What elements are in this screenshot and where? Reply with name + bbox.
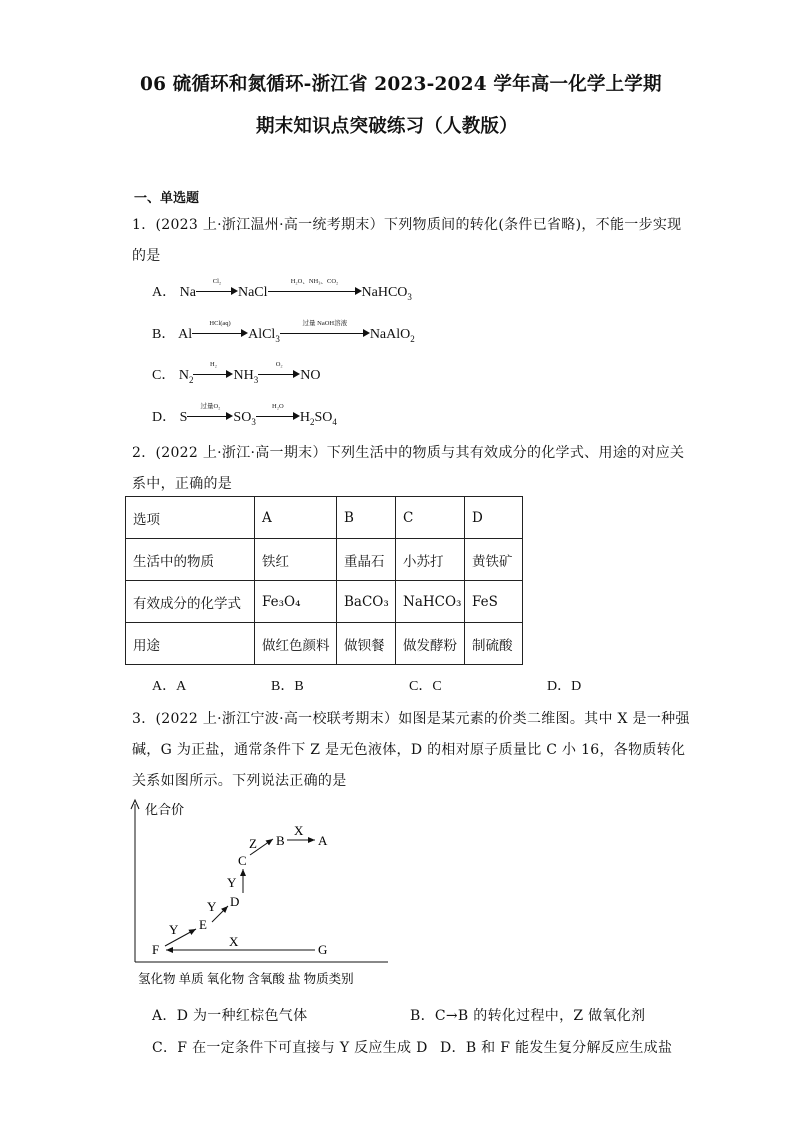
x-axis-label: 氢化物 单质 氧化物 含氧酸 盐 物质类别 bbox=[138, 972, 354, 986]
q2-stem-line-1: 2．(2022 上·浙江·高一期末）下列生活中的物质与其有效成分的化学式、用途的对应关 bbox=[132, 445, 685, 461]
q3-option-c[interactable]: C．F 在一定条件下可直接与 Y 反应生成 D bbox=[152, 1040, 428, 1056]
table-row: 用途 做红色颜料 做钡餐 做发酵粉 制硫酸 bbox=[126, 623, 523, 665]
q2-answer-d[interactable]: D．D bbox=[547, 679, 582, 694]
svg-text:X: X bbox=[229, 934, 239, 949]
q1-stem-line-1: 1．(2023 上·浙江温州·高一统考期末）下列物质间的转化(条件已省略)，不能一步实现 bbox=[132, 217, 682, 233]
q3-option-d[interactable]: D．B 和 F 能发生复分解反应生成盐 bbox=[440, 1040, 673, 1056]
node-c: C bbox=[238, 853, 247, 868]
svg-text:Y: Y bbox=[227, 875, 237, 890]
svg-text:Y: Y bbox=[169, 922, 179, 937]
reaction-arrow: H₂ bbox=[193, 367, 233, 379]
node-g: G bbox=[318, 942, 328, 957]
q3-stem-line-3: 关系如图所示。下列说法正确的是 bbox=[132, 773, 347, 789]
q1-stem-line-2: 的是 bbox=[132, 248, 161, 264]
table-row: 有效成分的化学式 Fe₃O₄ BaCO₃ NaHCO₃ FeS bbox=[126, 581, 523, 623]
node-b: B bbox=[276, 833, 285, 848]
q3-stem-line-1: 3．(2022 上·浙江宁波·高一校联考期末）如图是某元素的价类二维图。其中 X 是一种强 bbox=[132, 711, 690, 727]
reaction-arrow: HCl(aq) bbox=[192, 326, 248, 338]
section-heading: 一、单选题 bbox=[134, 191, 200, 206]
q1-option-c[interactable]: C． $N_2$ H₂ $NH_3$ O₂ NO bbox=[152, 361, 321, 385]
q1-option-d[interactable]: D． S 过量O₂ $SO_3$ H₂O $H_2SO_4$ bbox=[152, 403, 337, 427]
q2-answer-b[interactable]: B．B bbox=[271, 679, 304, 694]
table-row: 生活中的物质 铁红 重晶石 小苏打 黄铁矿 bbox=[126, 539, 523, 581]
title-line-1: 06 硫循环和氮循环-浙江省 2023-2024 学年高一化学上学期 bbox=[140, 74, 662, 95]
node-e: E bbox=[199, 917, 207, 932]
reaction-arrow: 过量 NaOH溶液 bbox=[280, 326, 370, 338]
q1-option-a[interactable]: A． Na Cl₂ NaCl H₂O、NH₃、CO₂ NaHCO$_3$ bbox=[152, 278, 412, 302]
node-a: A bbox=[318, 833, 328, 848]
reaction-arrow: Cl₂ bbox=[196, 284, 238, 296]
q3-stem-line-2: 碱，G 为正盐，通常条件下 Z 是无色液体，D 的相对原子质量比 C 小 16，各物质转化 bbox=[132, 742, 686, 758]
q3-option-a[interactable]: A．D 为一种红棕色气体 bbox=[152, 1008, 308, 1024]
node-f: F bbox=[152, 942, 160, 957]
reaction-arrow: 过量O₂ bbox=[187, 409, 233, 421]
reaction-arrow: H₂O、NH₃、CO₂ bbox=[268, 284, 362, 296]
q2-answer-c[interactable]: C．C bbox=[409, 679, 442, 694]
reaction-arrow: O₂ bbox=[258, 367, 300, 379]
title-line-2: 期末知识点突破练习（人教版） bbox=[256, 116, 518, 137]
svg-text:Y: Y bbox=[207, 899, 217, 914]
node-d: D bbox=[230, 894, 240, 909]
q2-stem-line-2: 系中，正确的是 bbox=[132, 476, 233, 492]
svg-text:X: X bbox=[294, 823, 304, 838]
q3-option-b[interactable]: B．C→B 的转化过程中，Z 做氧化剂 bbox=[410, 1008, 646, 1024]
valence-class-diagram bbox=[126, 798, 406, 990]
svg-text:Z: Z bbox=[249, 836, 257, 851]
q1-option-b[interactable]: B． Al HCl(aq) AlCl$_3$ 过量 NaOH溶液 NaAlO$_2$ bbox=[152, 320, 415, 344]
q2-table bbox=[125, 496, 523, 665]
reaction-arrow: H₂O bbox=[256, 409, 300, 421]
table-row: 选项 A B C D bbox=[126, 497, 523, 539]
q2-answer-a[interactable]: A．A bbox=[152, 679, 187, 694]
y-axis-label: 化合价 bbox=[145, 802, 185, 817]
